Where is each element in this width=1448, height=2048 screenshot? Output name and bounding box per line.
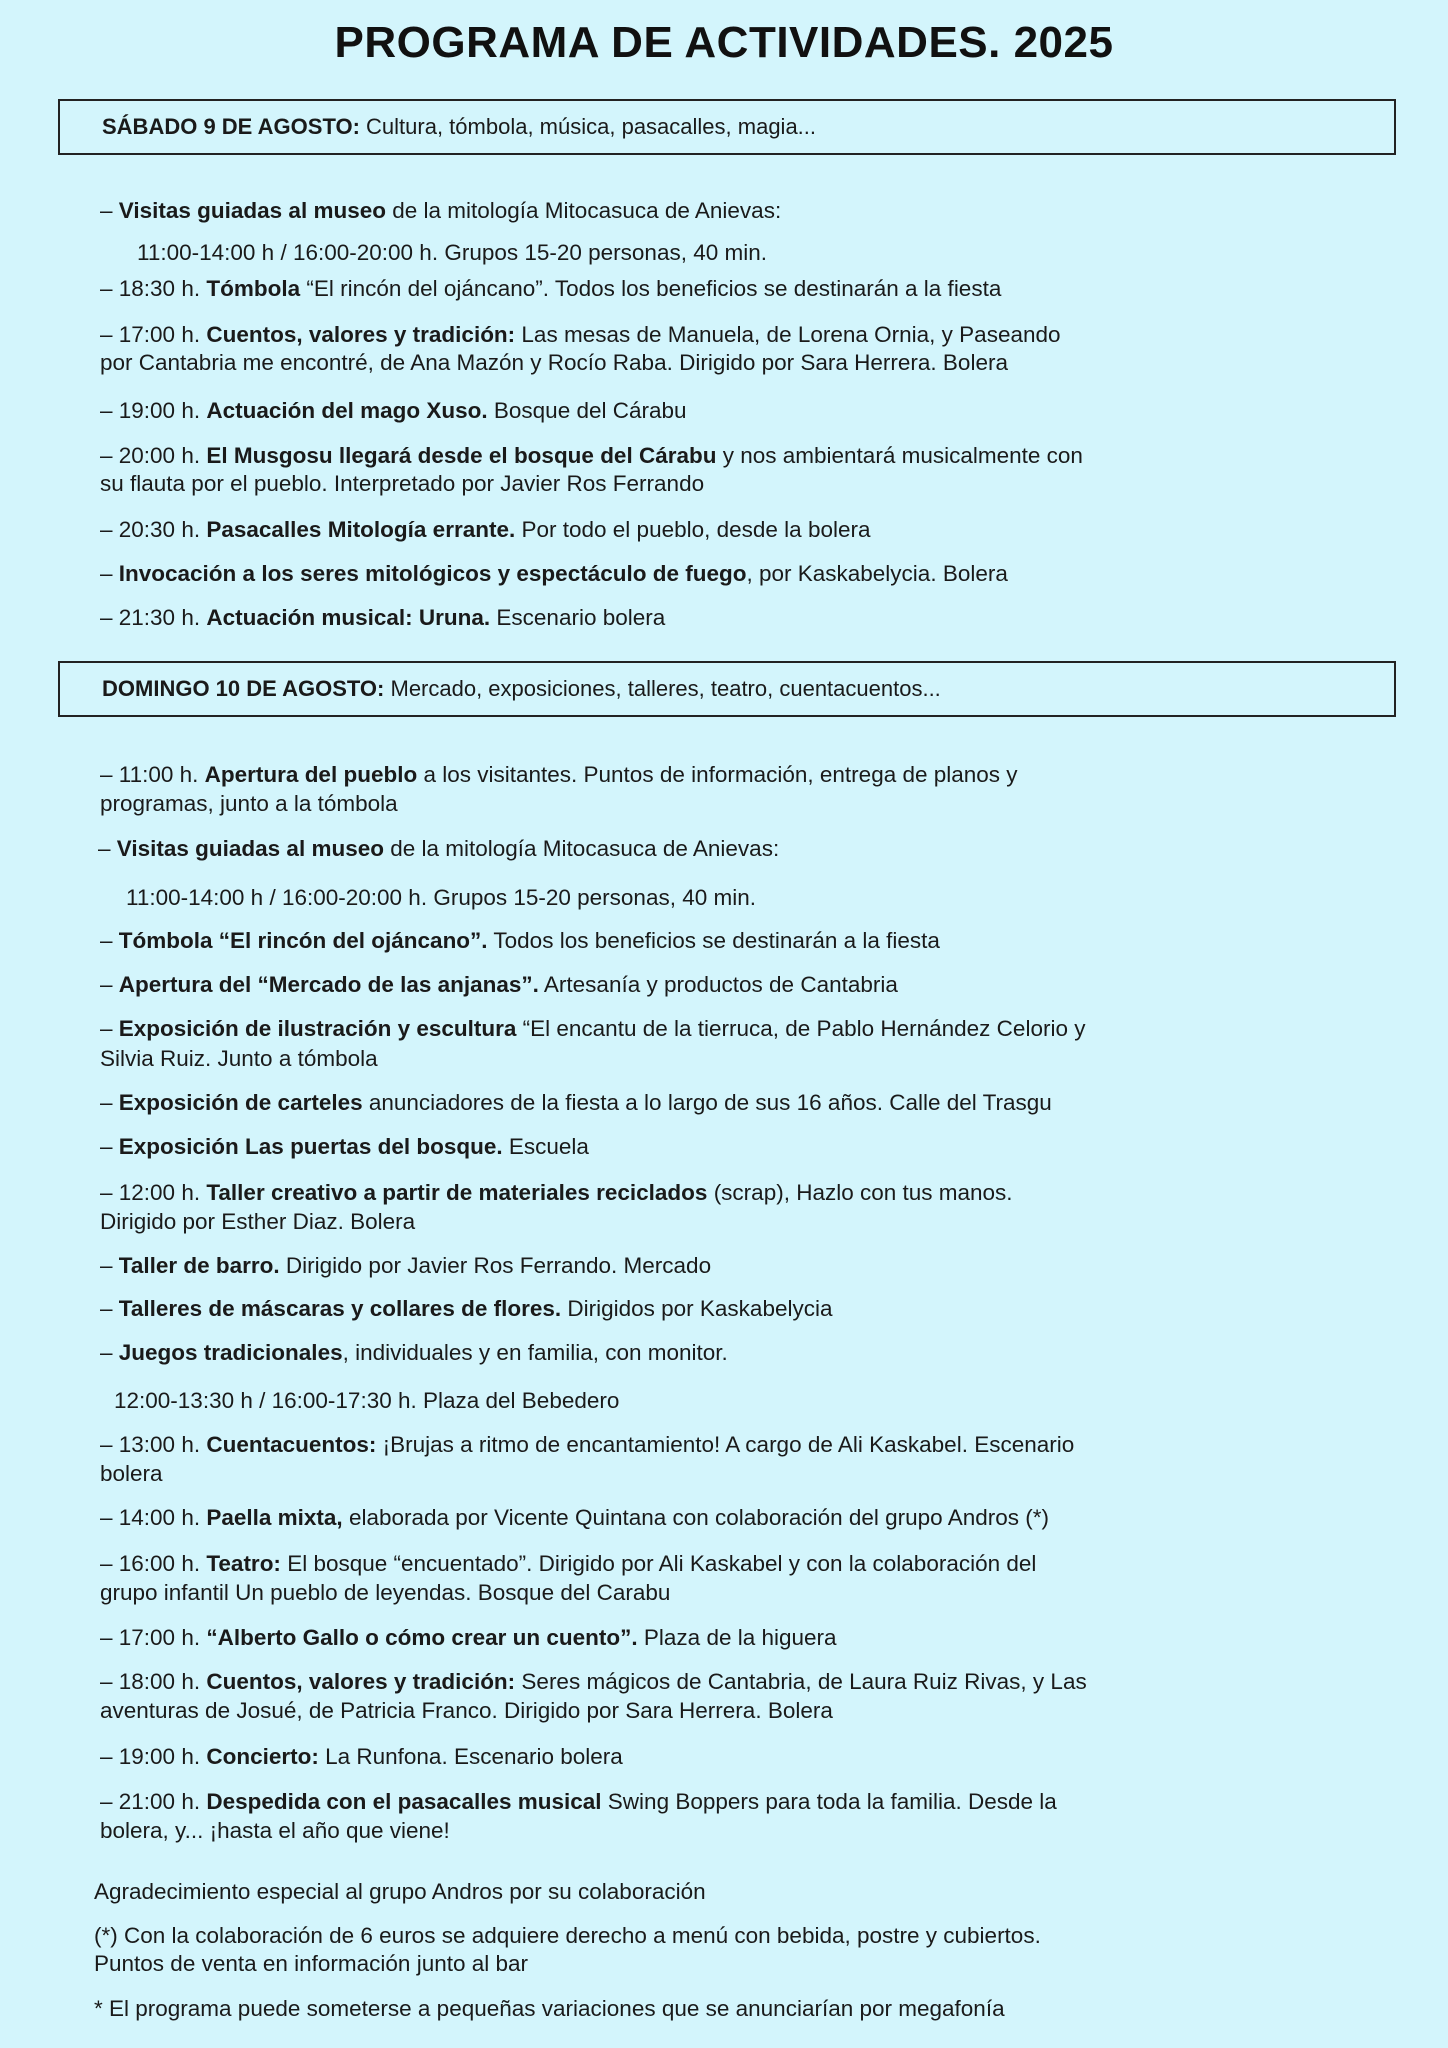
- saturday-item: 11:00-14:00 h / 16:00-20:00 h. Grupos 15-20 personas, 40 min.: [137, 240, 767, 265]
- sunday-item: – 16:00 h. Teatro: El bosque “encuentado”. Dirigido por Ali Kaskabel y con la colaboración del: [100, 1551, 1037, 1576]
- saturday-item: – 20:30 h. Pasacalles Mitología errante. Por todo el pueblo, desde la bolera: [100, 517, 871, 542]
- sunday-header-box: [58, 661, 1396, 717]
- sunday-item: 11:00-14:00 h / 16:00-20:00 h. Grupos 15-20 personas, 40 min.: [126, 885, 756, 910]
- sunday-item: – 13:00 h. Cuentacuentos: ¡Brujas a ritmo de encantamiento! A cargo de Ali Kaskabel. Escenario: [100, 1432, 1075, 1457]
- sunday-item: aventuras de Josué, de Patricia Franco. Dirigido por Sara Herrera. Bolera: [100, 1698, 833, 1723]
- sunday-header-day: DOMINGO 10 DE AGOSTO:: [102, 676, 385, 701]
- saturday-item: por Cantabria me encontré, de Ana Mazón y Rocío Raba. Dirigido por Sara Herrera. Bolera: [100, 350, 1008, 375]
- sunday-item: – Exposición de carteles anunciadores de la fiesta a lo largo de sus 16 años. Calle del Trasgu: [100, 1090, 1052, 1115]
- sunday-item: Dirigido por Esther Diaz. Bolera: [100, 1209, 416, 1234]
- sunday-item: bolera: [100, 1461, 163, 1486]
- saturday-item: – 21:30 h. Actuación musical: Uruna. Escenario bolera: [100, 605, 666, 630]
- sunday-item: programas, junto a la tómbola: [100, 791, 398, 816]
- sunday-item: – 11:00 h. Apertura del pueblo a los visitantes. Puntos de información, entrega de planos y: [100, 762, 1018, 787]
- sunday-item: 12:00-13:30 h / 16:00-17:30 h. Plaza del Bebedero: [114, 1388, 620, 1413]
- saturday-header-box: [58, 99, 1396, 155]
- sunday-item: – 18:00 h. Cuentos, valores y tradición: Seres mágicos de Cantabria, de Laura Ruiz Rivas, y Las: [100, 1669, 1087, 1694]
- footer-note: (*) Con la colaboración de 6 euros se adquiere derecho a menú con bebida, postre y cubiertos.: [94, 1923, 1041, 1948]
- sunday-item: Silvia Ruiz. Junto a tómbola: [100, 1046, 378, 1071]
- saturday-item: – 18:30 h. Tómbola “El rincón del ojáncano”. Todos los beneficios se destinarán a la fiesta: [100, 276, 1002, 301]
- sunday-item: bolera, y... ¡hasta el año que viene!: [100, 1818, 450, 1843]
- sunday-item: – Tómbola “El rincón del ojáncano”. Todos los beneficios se destinarán a la fiesta: [100, 928, 940, 953]
- sunday-item: – Exposición de ilustración y escultura “El encantu de la tierruca, de Pablo Hernández Celorio y: [100, 1016, 1086, 1041]
- sunday-item: – Juegos tradicionales, individuales y en familia, con monitor.: [100, 1340, 728, 1365]
- sunday-item: – Exposición Las puertas del bosque. Escuela: [100, 1134, 589, 1159]
- footer-note-sales: Puntos de venta en información junto al bar: [94, 1951, 529, 1976]
- saturday-header-desc: Cultura, tómbola, música, pasacalles, magia...: [359, 114, 817, 139]
- sunday-item: – 17:00 h. “Alberto Gallo o cómo crear un cuento”. Plaza de la higuera: [100, 1625, 837, 1650]
- footer-thanks: Agradecimiento especial al grupo Andros por su colaboración: [94, 1879, 706, 1904]
- saturday-item: – Visitas guiadas al museo de la mitología Mitocasuca de Anievas:: [100, 198, 782, 223]
- saturday-item: – 20:00 h. El Musgosu llegará desde el bosque del Cárabu y nos ambientará musicalmente con: [100, 443, 1083, 468]
- sunday-item: – 12:00 h. Taller creativo a partir de materiales reciclados (scrap), Hazlo con tus manos.: [100, 1180, 1013, 1205]
- saturday-item: – Invocación a los seres mitológicos y espectáculo de fuego, por Kaskabelycia. Bolera: [100, 561, 1008, 586]
- sunday-item: – Taller de barro. Dirigido por Javier Ros Ferrando. Mercado: [100, 1253, 712, 1278]
- sunday-header-desc: Mercado, exposiciones, talleres, teatro, cuentacuentos...: [384, 676, 941, 701]
- saturday-item: su flauta por el pueblo. Interpretado por Javier Ros Ferrando: [100, 471, 705, 496]
- sunday-item: – 19:00 h. Concierto: La Runfona. Escenario bolera: [100, 1744, 623, 1769]
- sunday-item: – Talleres de máscaras y collares de flores. Dirigidos por Kaskabelycia: [100, 1296, 833, 1321]
- page-title: PROGRAMA DE ACTIVIDADES. 2025: [334, 18, 1114, 67]
- saturday-header-day: SÁBADO 9 DE AGOSTO:: [102, 114, 360, 139]
- saturday-item: – 17:00 h. Cuentos, valores y tradición: Las mesas de Manuela, de Lorena Ornia, y Paseando: [100, 322, 1061, 347]
- saturday-item: – 19:00 h. Actuación del mago Xuso. Bosque del Cárabu: [100, 398, 687, 423]
- sunday-item: – Visitas guiadas al museo de la mitología Mitocasuca de Anievas:: [98, 836, 780, 861]
- sunday-item: – 21:00 h. Despedida con el pasacalles musical Swing Boppers para toda la familia. Desde la: [100, 1789, 1057, 1814]
- footer-disclaimer: * El programa puede someterse a pequeñas variaciones que se anunciarían por megafonía: [94, 1996, 1005, 2021]
- sunday-item: – 14:00 h. Paella mixta, elaborada por Vicente Quintana con colaboración del grupo Andros (*): [100, 1505, 1049, 1530]
- sunday-item: – Apertura del “Mercado de las anjanas”. Artesanía y productos de Cantabria: [100, 972, 898, 997]
- sunday-item: grupo infantil Un pueblo de leyendas. Bosque del Carabu: [100, 1580, 671, 1605]
